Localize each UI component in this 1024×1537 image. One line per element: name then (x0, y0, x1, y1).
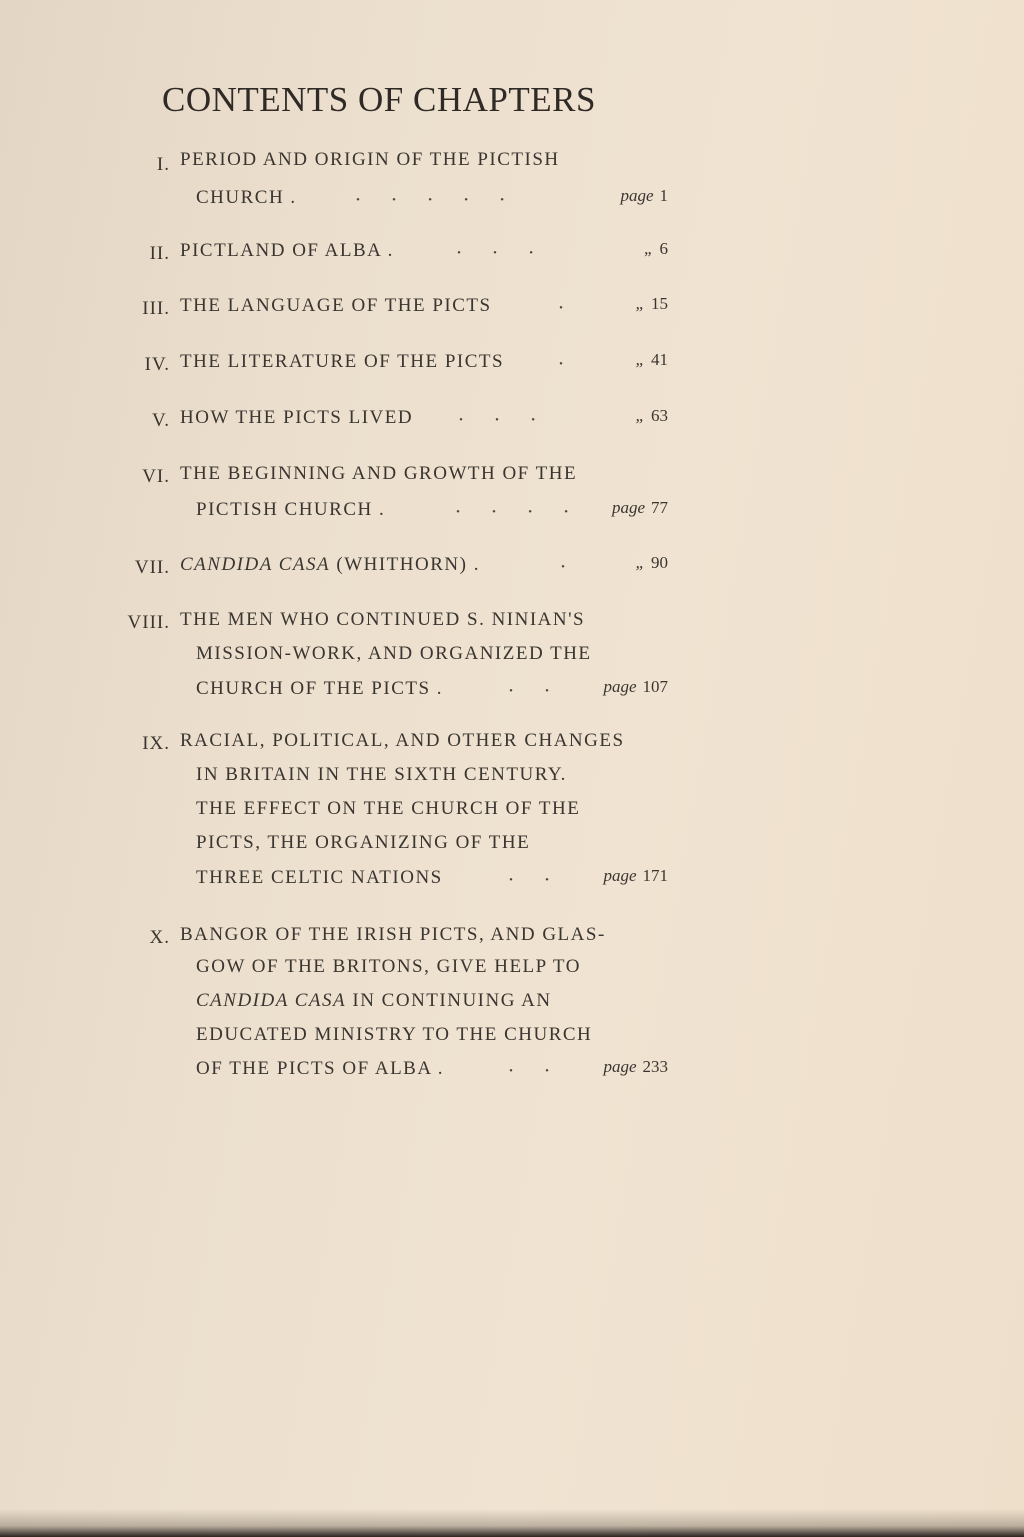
dot-leader: ··· (456, 242, 565, 264)
chapter-title-line: CANDIDA CASA IN CONTINUING AN (196, 990, 552, 1011)
dot-leader: · (558, 353, 595, 375)
page-ref: page 233 (603, 1057, 668, 1076)
page-ref: page 77 (611, 498, 668, 517)
chapter-title-line: IN BRITAIN IN THE SIXTH CENTURY. (196, 764, 567, 785)
chapter-number: IV. (144, 354, 170, 375)
page-title: CONTENTS OF CHAPTERS (162, 80, 596, 119)
chapter-title-line: MISSION-WORK, AND ORGANIZED THE (196, 643, 592, 664)
chapter-number: II. (149, 243, 170, 264)
page-ref: „ 90 (635, 553, 668, 572)
chapter-title-line: PICTLAND OF ALBA . (180, 240, 394, 261)
chapter-number: III. (142, 298, 170, 319)
page-ref: „ 41 (635, 350, 668, 369)
chapter-title-line: THE EFFECT ON THE CHURCH OF THE (196, 798, 581, 819)
chapter-title-line: THE BEGINNING AND GROWTH OF THE (180, 463, 578, 484)
chapter-title-line: THREE CELTIC NATIONS (196, 867, 443, 888)
dot-leader: ···· (455, 501, 600, 523)
chapter-number: VII. (134, 557, 170, 578)
chapter-title-line: OF THE PICTS OF ALBA . (196, 1058, 445, 1079)
chapter-title-line: PICTISH CHURCH . (196, 499, 386, 520)
dot-leader: · (560, 556, 597, 578)
chapter-title-line: PICTS, THE ORGANIZING OF THE (196, 832, 531, 853)
page-ref: „ 63 (635, 406, 668, 425)
chapter-title-line: THE MEN WHO CONTINUED S. NINIAN'S (180, 609, 586, 630)
dot-leader: ·· (508, 680, 581, 702)
page-ref: page 171 (603, 866, 668, 885)
chapter-title-line: CHURCH OF THE PICTS . (196, 678, 444, 699)
chapter-title-line: EDUCATED MINISTRY TO THE CHURCH (196, 1024, 593, 1045)
chapter-number: VIII. (127, 612, 170, 633)
page-ref: „ 6 (644, 239, 668, 258)
page-edge-shadow (0, 1509, 1024, 1537)
page-ref: „ 15 (635, 294, 668, 313)
chapter-title-line: BANGOR OF THE IRISH PICTS, AND GLAS- (180, 924, 606, 945)
chapter-title-line: HOW THE PICTS LIVED (180, 407, 414, 428)
chapter-title-line: CANDIDA CASA (WHITHORN) . (180, 554, 480, 575)
chapter-title-line: RACIAL, POLITICAL, AND OTHER CHANGES (180, 730, 625, 751)
chapter-title-line: THE LITERATURE OF THE PICTS (180, 351, 505, 372)
dot-leader: ··· (458, 409, 567, 431)
chapter-title-line: CHURCH . (196, 187, 297, 208)
chapter-title-line: GOW OF THE BRITONS, GIVE HELP TO (196, 956, 581, 977)
page-ref: page 1 (620, 186, 668, 205)
chapter-title-line: THE LANGUAGE OF THE PICTS (180, 295, 492, 316)
dot-leader: ····· (355, 189, 536, 211)
dot-leader: ·· (508, 1060, 581, 1082)
chapter-number: V. (151, 410, 170, 431)
chapter-number: VI. (142, 466, 170, 487)
page-ref: page 107 (603, 677, 668, 696)
dot-leader: ·· (508, 869, 581, 891)
chapter-title-line: PERIOD AND ORIGIN OF THE PICTISH (180, 149, 560, 170)
chapter-number: IX. (142, 733, 170, 754)
dot-leader: · (558, 297, 595, 319)
chapter-number: X. (149, 927, 170, 948)
chapter-number: I. (156, 154, 170, 175)
